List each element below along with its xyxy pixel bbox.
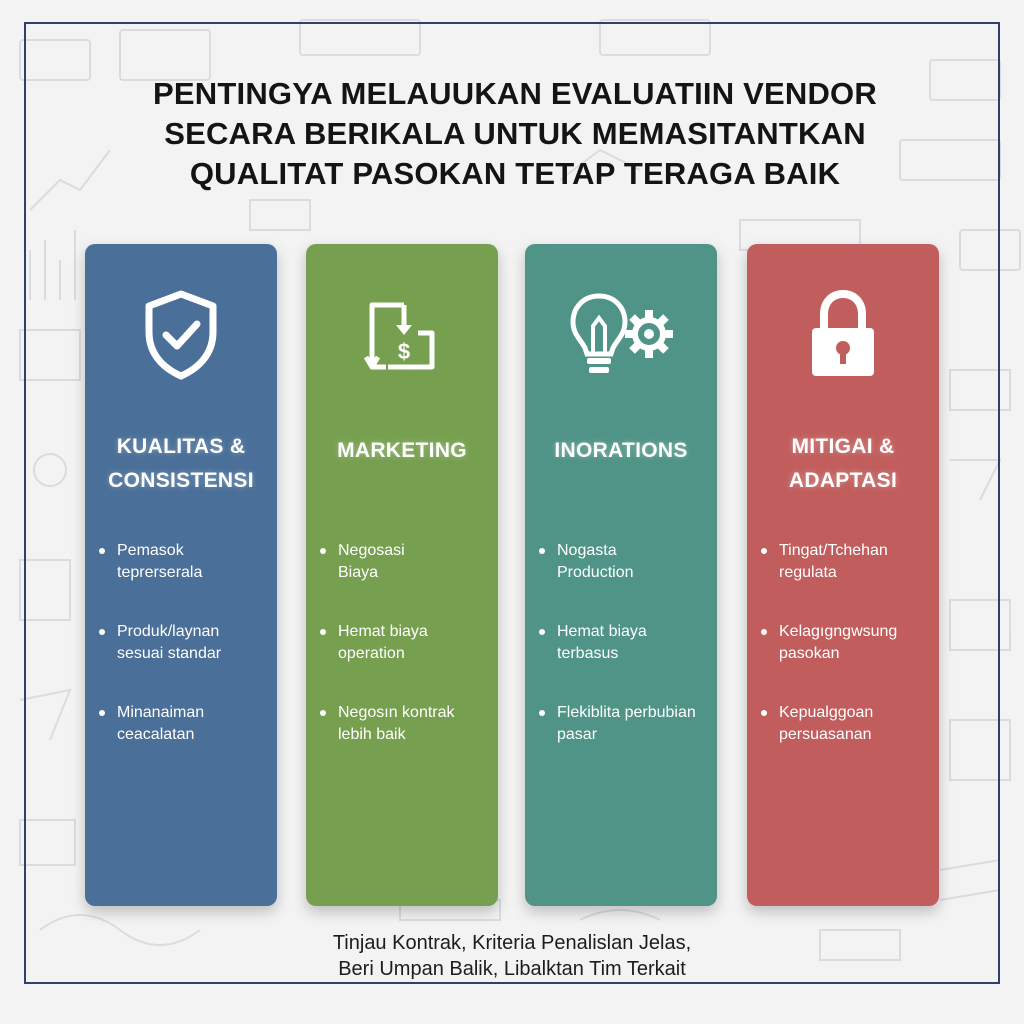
card-heading-line-1: KUALITAS & [116, 435, 246, 458]
footer-line-2: Beri Umpan Balik, Libalktan Tim Terkait [338, 958, 686, 980]
list-item: Kelagıgngwsung pasokan [757, 621, 937, 665]
footer-note [200, 930, 824, 982]
list-item: Hemat biaya operation [316, 621, 496, 665]
svg-text:$: $ [397, 339, 411, 364]
list-item: Pemasok teprerserala [95, 540, 275, 584]
money-flow-icon [306, 290, 498, 380]
shield-check-icon [85, 290, 277, 380]
list-item: Produk/laynan sesuai standar [95, 621, 275, 665]
page-title [100, 74, 930, 194]
card-mitigation-adaptation [747, 244, 939, 906]
card-heading-line-1: MITIGAI & [791, 435, 895, 458]
card-heading [529, 434, 713, 468]
card-heading [310, 434, 494, 468]
title-line-2: SECARA BERIKALA UNTUK MEMASITANTKAN [164, 116, 866, 151]
card-bullet-list [95, 540, 275, 783]
list-item: Hemat biaya terbasus [535, 621, 715, 665]
footer-line-1: Tinjau Kontrak, Kriteria Penalislan Jelas, [332, 932, 692, 954]
lightbulb-gear-icon [525, 290, 717, 380]
card-innovations [525, 244, 717, 906]
padlock-icon [747, 290, 939, 380]
list-item: Nogasta Production [535, 540, 715, 584]
list-item: Negosasi Biaya [316, 540, 496, 584]
card-heading [751, 430, 935, 498]
card-marketing [306, 244, 498, 906]
card-heading [89, 430, 273, 498]
list-item: Negosın kontrak lebih baik [316, 702, 496, 746]
card-bullet-list [757, 540, 937, 783]
title-line-3: QUALITAT PASOKAN TETAP TERAGA BAIK [189, 156, 841, 191]
card-bullet-list [316, 540, 496, 783]
title-line-1: PENTINGYA MELAUUKAN EVALUATIIN VENDOR [153, 76, 877, 111]
card-heading-line-2: CONSISTENSI [108, 469, 254, 492]
list-item: Kepualggoan persuasanan [757, 702, 937, 746]
card-bullet-list [535, 540, 715, 783]
card-heading-line-1: MARKETING [337, 439, 467, 462]
list-item: Tingat/Tchehan regulata [757, 540, 937, 584]
card-heading-line-1: INORATIONS [554, 439, 688, 462]
card-heading-line-2: ADAPTASI [788, 469, 898, 492]
list-item: Flekiblita perbubian pasar [535, 702, 715, 746]
card-quality-consistency [85, 244, 277, 906]
list-item: Minanaiman ceacalatan [95, 702, 275, 746]
